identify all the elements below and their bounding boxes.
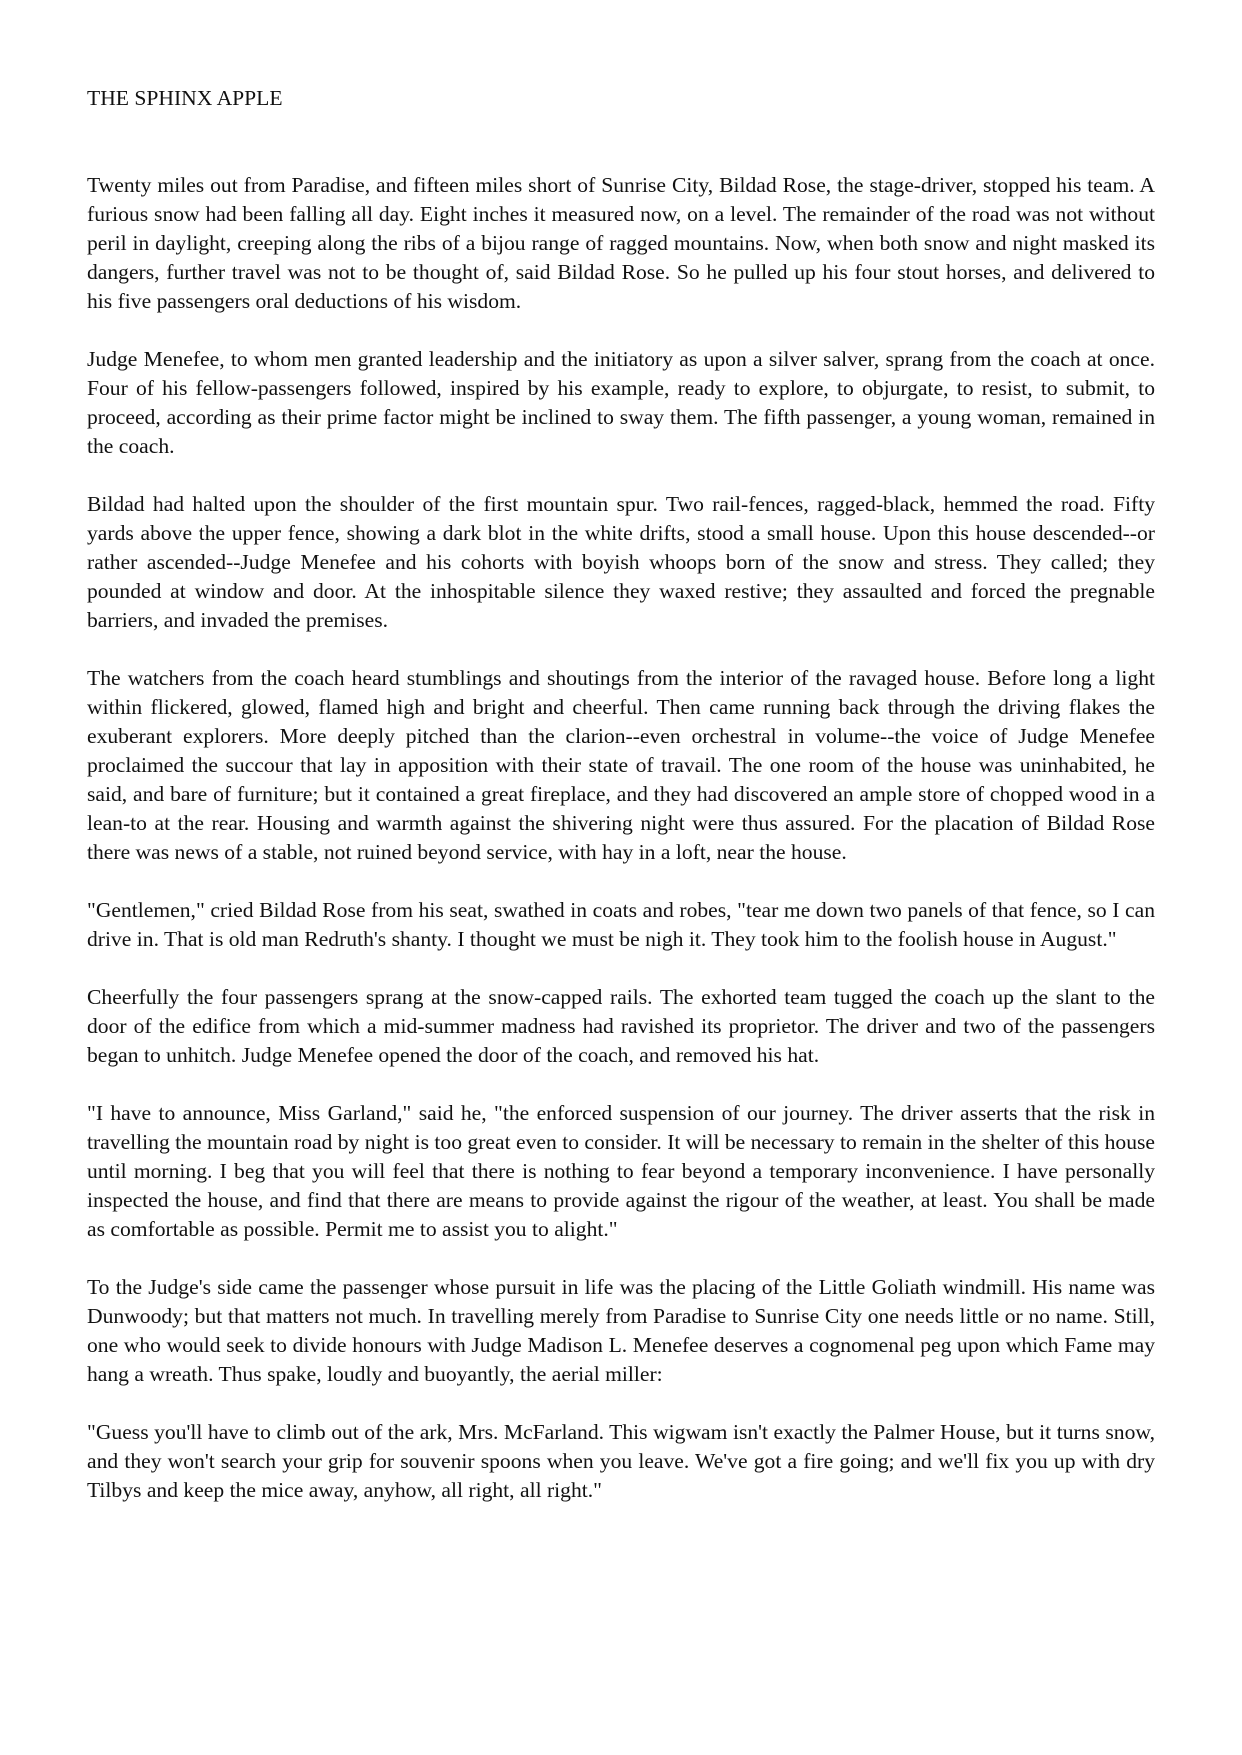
paragraph-8: To the Judge's side came the passenger whose pursuit in life was the placing of the Little Goliath windmill. His name was Dunwoody; but that matters not much. In travelling merely from Paradise to Sunrise City one needs little or no name. Still, one who would seek to divide honours with Judge Madison L. Menefee deserves a cognomenal peg upon which Fame may hang a wreath. Thus spake, loudly and buoyantly, the aerial miller: (87, 1275, 1155, 1386)
paragraph-9: "Guess you'll have to climb out of the ark, Mrs. McFarland. This wigwam isn't exactly the Palmer House, but it turns snow, and they won't search your grip for souvenir spoons when you leave. We've got a fire going; and we'll fix you up with dry Tilbys and keep the mice away, anyhow, all right, all right." (87, 1420, 1155, 1502)
document-page (87, 84, 1155, 1534)
document-title: THE SPHINX APPLE (87, 86, 283, 110)
paragraph-7: "I have to announce, Miss Garland," said he, "the enforced suspension of our journey. The driver asserts that the risk in travelling the mountain road by night is too great even to consider. It will be necessary to remain in the shelter of this house until morning. I beg that you will feel that there is nothing to fear beyond a temporary inconvenience. I have personally inspected the house, and find that there are means to provide against the rigour of the weather, at least. You shall be made as comfortable as possible. Permit me to assist you to alight." (87, 1101, 1155, 1241)
paragraph-4: The watchers from the coach heard stumblings and shoutings from the interior of the ravaged house. Before long a light within flickered, glowed, flamed high and bright and cheerful. Then came running back through the driving flakes the exuberant explorers. More deeply pitched than the clarion--even orchestral in volume--the voice of Judge Menefee proclaimed the succour that lay in apposition with their state of travail. The one room of the house was uninhabited, he said, and bare of furniture; but it contained a great fireplace, and they had discovered an ample store of chopped wood in a lean-to at the rear. Housing and warmth against the shivering night were thus assured. For the placation of Bildad Rose there was news of a stable, not ruined beyond service, with hay in a loft, near the house. (87, 666, 1155, 864)
paragraph-5: "Gentlemen," cried Bildad Rose from his seat, swathed in coats and robes, "tear me down two panels of that fence, so I can drive in. That is old man Redruth's shanty. I thought we must be nigh it. They took him to the foolish house in August." (87, 898, 1155, 951)
paragraph-6: Cheerfully the four passengers sprang at the snow-capped rails. The exhorted team tugged the coach up the slant to the door of the edifice from which a mid-summer madness had ravished its proprietor. The driver and two of the passengers began to unhitch. Judge Menefee opened the door of the coach, and removed his hat. (87, 985, 1155, 1067)
paragraph-1: Twenty miles out from Paradise, and fifteen miles short of Sunrise City, Bildad Rose, the stage-driver, stopped his team. A furious snow had been falling all day. Eight inches it measured now, on a level. The remainder of the road was not without peril in daylight, creeping along the ribs of a bijou range of ragged mountains. Now, when both snow and night masked its dangers, further travel was not to be thought of, said Bildad Rose. So he pulled up his four stout horses, and delivered to his five passengers oral deductions of his wisdom. (87, 173, 1155, 313)
paragraph-3: Bildad had halted upon the shoulder of the first mountain spur. Two rail-fences, ragged-black, hemmed the road. Fifty yards above the upper fence, showing a dark blot in the white drifts, stood a small house. Upon this house descended--or rather ascended--Judge Menefee and his cohorts with boyish whoops born of the snow and stress. They called; they pounded at window and door. At the inhospitable silence they waxed restive; they assaulted and forced the pregnable barriers, and invaded the premises. (87, 492, 1155, 632)
paragraph-2: Judge Menefee, to whom men granted leadership and the initiatory as upon a silver salver, sprang from the coach at once. Four of his fellow-passengers followed, inspired by his example, ready to explore, to objurgate, to resist, to submit, to proceed, according as their prime factor might be inclined to sway them. The fifth passenger, a young woman, remained in the coach. (87, 347, 1155, 458)
